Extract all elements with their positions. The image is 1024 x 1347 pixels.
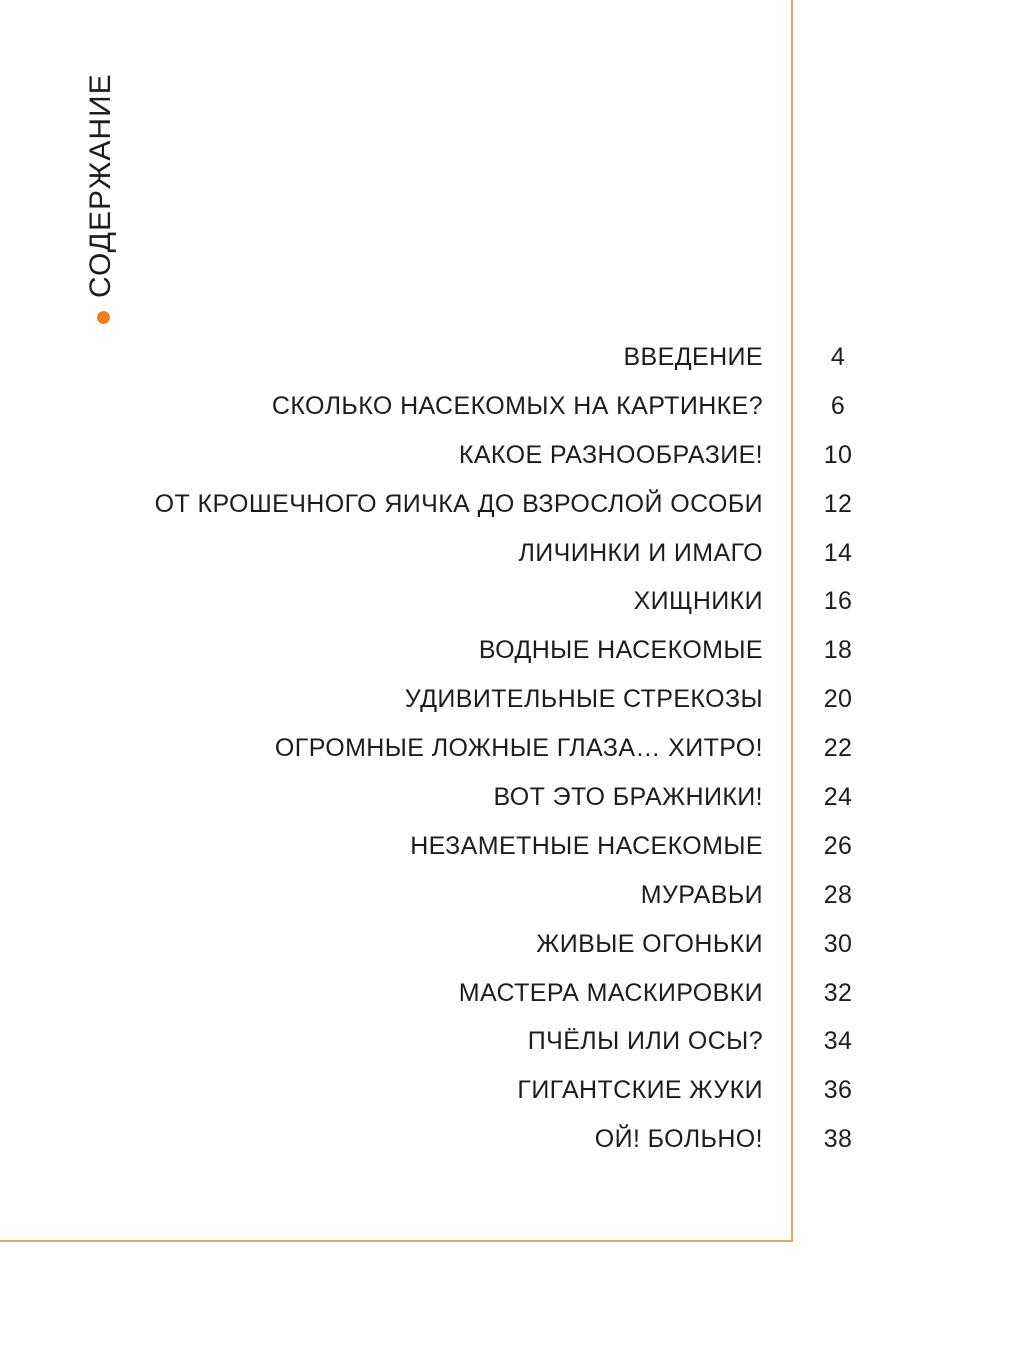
page-title: СОДЕРЖАНИЕ — [84, 73, 117, 298]
toc-entry-page-number: 32 — [823, 978, 853, 1007]
toc-entry-page-number: 34 — [823, 1027, 853, 1056]
toc-entry-page-number: 24 — [823, 782, 853, 811]
toc-entry[interactable] — [0, 626, 1024, 675]
toc-entry-title: ЛИЧИНКИ И ИМАГО — [518, 538, 763, 567]
horizontal-divider-line — [0, 1240, 793, 1242]
toc-entry[interactable] — [0, 822, 1024, 871]
toc-entry-page-number: 26 — [823, 831, 853, 860]
toc-list — [0, 333, 1024, 1164]
accent-dot-icon — [97, 311, 110, 324]
toc-entry-page-number: 36 — [823, 1076, 853, 1105]
toc-entry-title: ВОДНЫЕ НАСЕКОМЫЕ — [478, 636, 763, 665]
toc-entry-title: ОЙ! БОЛЬНО! — [594, 1125, 763, 1154]
toc-entry-title: ОТ КРОШЕЧНОГО ЯИЧКА ДО ВЗРОСЛОЙ ОСОБИ — [154, 489, 763, 518]
toc-entry[interactable] — [0, 382, 1024, 431]
toc-entry[interactable] — [0, 577, 1024, 626]
toc-entry-title: МАСТЕРА МАСКИРОВКИ — [458, 978, 763, 1007]
toc-entry-page-number: 16 — [823, 587, 853, 616]
toc-entry-page-number: 28 — [823, 880, 853, 909]
toc-entry-page-number: 14 — [823, 538, 853, 567]
toc-entry-title: УДИВИТЕЛЬНЫЕ СТРЕКОЗЫ — [404, 685, 763, 714]
toc-entry-page-number: 30 — [823, 929, 853, 958]
toc-entry[interactable] — [0, 333, 1024, 382]
toc-entry-title: НЕЗАМЕТНЫЕ НАСЕКОМЫЕ — [410, 831, 763, 860]
toc-entry[interactable] — [0, 1115, 1024, 1164]
toc-entry[interactable] — [0, 480, 1024, 529]
toc-entry-page-number: 6 — [830, 391, 846, 420]
toc-entry[interactable] — [0, 675, 1024, 724]
toc-entry-title: ОГРОМНЫЕ ЛОЖНЫЕ ГЛАЗА… ХИТРО! — [274, 734, 763, 763]
toc-entry-page-number: 4 — [830, 342, 846, 371]
toc-entry[interactable] — [0, 871, 1024, 920]
toc-entry-page-number: 20 — [823, 685, 853, 714]
toc-entry-title: МУРАВЬИ — [640, 880, 763, 909]
toc-entry-title: ПЧЁЛЫ ИЛИ ОСЫ? — [527, 1027, 763, 1056]
toc-entry-page-number: 18 — [823, 636, 853, 665]
toc-entry-title: ЖИВЫЕ ОГОНЬКИ — [536, 929, 763, 958]
toc-entry[interactable] — [0, 1017, 1024, 1066]
toc-entry-page-number: 12 — [823, 489, 853, 518]
toc-entry[interactable] — [0, 529, 1024, 578]
toc-entry[interactable] — [0, 773, 1024, 822]
toc-entry-page-number: 38 — [823, 1125, 853, 1154]
toc-entry-title: ВВЕДЕНИЕ — [623, 342, 763, 371]
toc-entry[interactable] — [0, 431, 1024, 480]
toc-entry-title: ХИЩНИКИ — [633, 587, 763, 616]
toc-entry[interactable] — [0, 724, 1024, 773]
toc-entry-title: ГИГАНТСКИЕ ЖУКИ — [517, 1076, 763, 1105]
toc-entry-page-number: 10 — [823, 440, 853, 469]
toc-entry-title: СКОЛЬКО НАСЕКОМЫХ НА КАРТИНКЕ? — [271, 391, 763, 420]
toc-entry[interactable] — [0, 969, 1024, 1018]
toc-entry-title: ВОТ ЭТО БРАЖНИКИ! — [493, 782, 763, 811]
toc-entry[interactable] — [0, 920, 1024, 969]
toc-entry[interactable] — [0, 1066, 1024, 1115]
toc-entry-page-number: 22 — [823, 734, 853, 763]
toc-entry-title: КАКОЕ РАЗНООБРАЗИЕ! — [458, 440, 763, 469]
